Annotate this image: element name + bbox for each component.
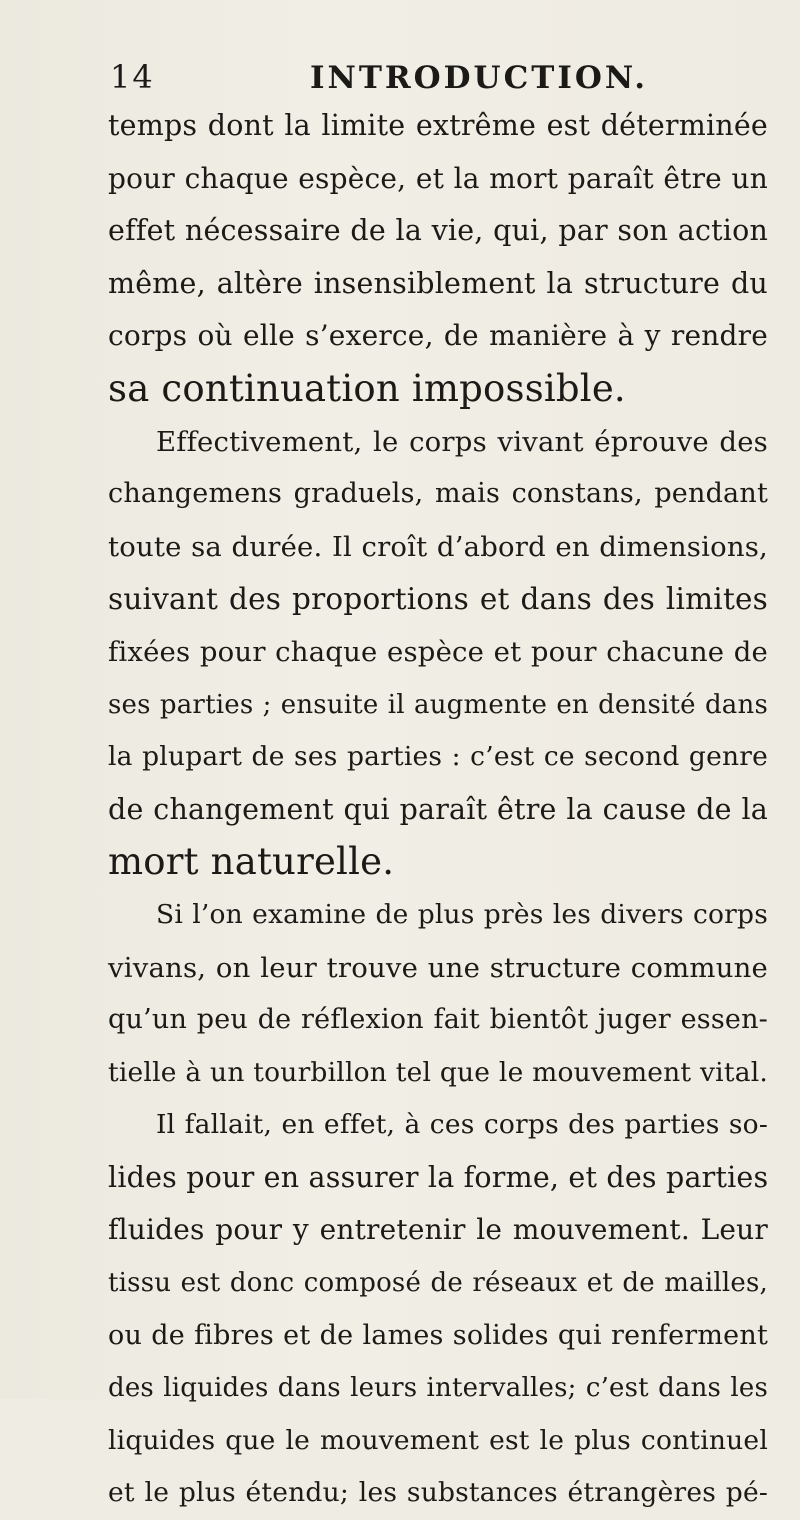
text-line: de changement qui paraît être la cause de la <box>108 792 768 826</box>
text-line: lides pour en assurer la forme, et des parties <box>108 1160 769 1194</box>
text-line: qu’un peu de réflexion fait bientôt juger essen- <box>108 1004 768 1036</box>
text-line: sa continuation impossible. <box>108 366 626 410</box>
text-line: et le plus étendu; les substances étrangères pé- <box>108 1477 768 1509</box>
text-line: pour chaque espèce, et la mort paraît être un <box>108 161 768 195</box>
text-line: suivant des proportions et dans des limites <box>108 582 768 617</box>
text-line: ou de fibres et de lames solides qui renferment <box>108 1319 768 1351</box>
text-line: des liquides dans leurs intervalles; c’est dans les <box>108 1373 768 1404</box>
text-line: tissu est donc composé de réseaux et de mailles, <box>108 1268 768 1299</box>
text-line: effet nécessaire de la vie, qui, par son action <box>108 214 768 248</box>
page-number: 14 <box>110 58 155 96</box>
text-line: Effectivement, le corps vivant éprouve des <box>156 425 768 458</box>
body-text <box>108 100 768 1520</box>
text-line: liquides que le mouvement est le plus continuel <box>108 1424 768 1456</box>
text-line: Si l’on examine de plus près les divers corps <box>156 898 768 930</box>
text-line: changemens graduels, mais constans, pendant <box>108 478 768 510</box>
text-line: ses parties ; ensuite il augmente en densité dans <box>108 689 768 720</box>
text-line: mort naturelle. <box>108 840 395 884</box>
text-line: vivans, on leur trouve une structure commune <box>108 951 768 984</box>
page-header <box>110 58 740 98</box>
running-title: INTRODUCTION. <box>310 60 648 96</box>
text-line: toute sa durée. Il croît d’abord en dimensions, <box>108 530 768 563</box>
text-line: Il fallait, en effet, à ces corps des parties so- <box>156 1109 768 1141</box>
text-line: fluides pour y entretenir le mouvement. Leur <box>108 1213 768 1247</box>
text-line: corps où elle s’exerce, de manière à y rendre <box>108 319 768 353</box>
text-line: temps dont la limite extrême est déterminée <box>108 109 768 142</box>
text-line: la plupart de ses parties : c’est ce second genre <box>108 741 768 773</box>
text-line: tielle à un tourbillon tel que le mouvement vital. <box>108 1056 768 1088</box>
text-line: même, altère insensiblement la structure du <box>108 266 768 300</box>
text-line: fixées pour chaque espèce et pour chacune de <box>108 635 768 668</box>
